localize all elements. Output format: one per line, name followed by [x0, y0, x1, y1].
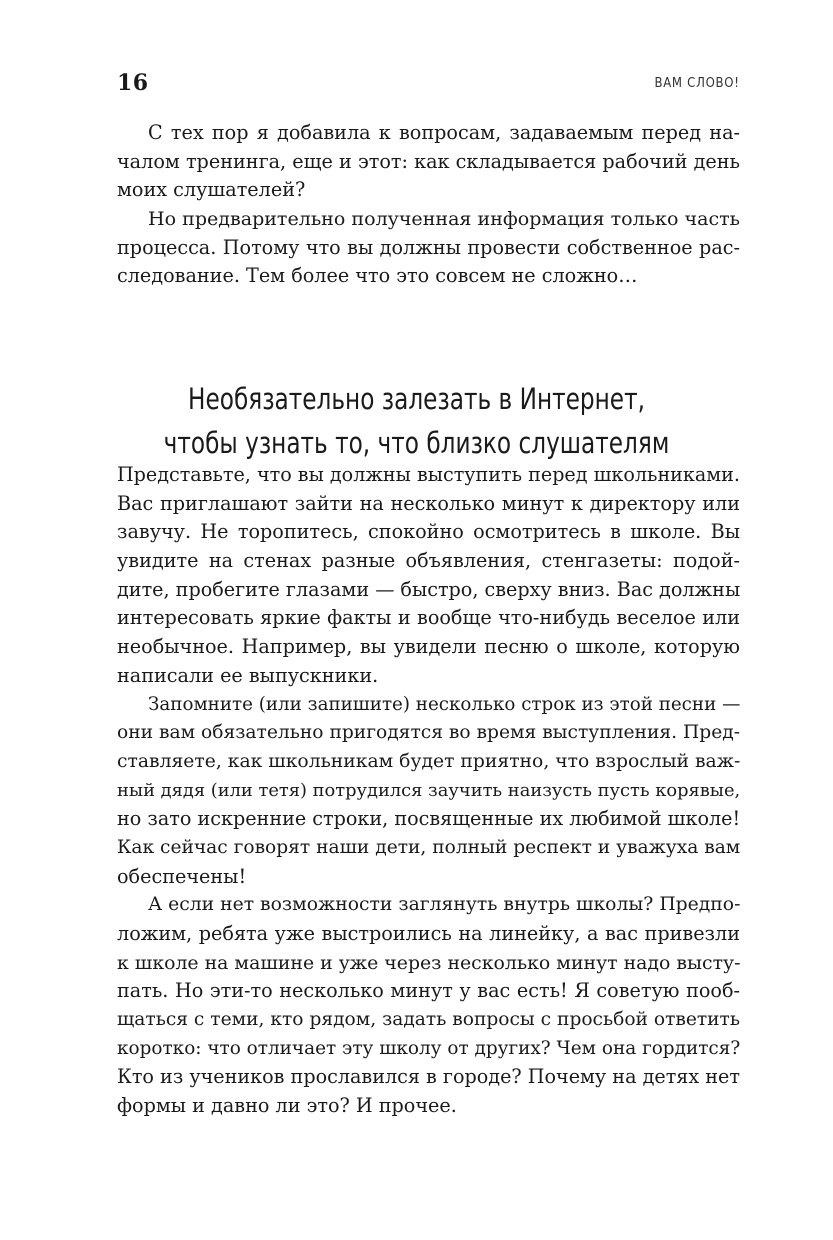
text-line: необычное. Например, вы увидели песню о школе, которую	[117, 635, 740, 659]
text-line: Но предварительно полученная информация только часть	[148, 208, 740, 231]
text-line: увидите на стенах разные объявления, стенгазеты: подой-	[117, 549, 740, 573]
text-line: обеспечены!	[117, 864, 247, 888]
text-line: щаться с теми, кто рядом, задать вопросы с просьбой ответить	[117, 1009, 740, 1031]
text-line: Запомните (или запишите) несколько строк из этой песни —	[148, 693, 741, 715]
text-line: пать. Но эти-то несколько минут у вас есть! Я советую пооб-	[117, 979, 740, 1003]
text-line: Представьте, что вы должны выступить перед школьниками.	[117, 463, 740, 486]
text-line: написали ее выпускники.	[117, 663, 379, 687]
text-line: ный дядя (или тетя) потрудился заучить наизусть пусть корявые,	[117, 779, 741, 801]
text-line: процесса. Потому что вы должны провести собственное рас-	[117, 235, 740, 259]
text-line: следование. Тем более что это совсем не сложно…	[117, 264, 638, 288]
text-line: Как сейчас говорят наши дети, полный респект и уважуха вам	[117, 836, 741, 858]
running-head: ВАМ СЛОВО!	[654, 76, 740, 91]
text-line: но зато искренние строки, посвященные их любимой школе!	[117, 807, 741, 831]
text-line: коротко: что отличает эту школу от других? Чем она гордится?	[117, 1037, 741, 1059]
section-heading-line: Необязательно залезать в Интернет,	[188, 382, 645, 417]
page-number: 16	[117, 70, 149, 96]
section-heading-line: чтобы узнать то, что близко слушателям	[163, 426, 670, 461]
text-line: Кто из учеников прославился в городе? Почему на детях нет	[117, 1065, 740, 1089]
text-line: чалом тренинга, еще и этот: как складывается рабочий день	[117, 149, 740, 173]
text-line: А если нет возможности заглянуть внутрь школы? Предпо-	[148, 894, 741, 916]
section-heading	[80, 377, 753, 465]
text-line: к школе на машине и уже через несколько минут надо высту-	[117, 951, 741, 974]
text-line: ложим, ребята уже выстроились на линейку, а вас привезли	[117, 922, 740, 945]
text-line: ставляете, как школьникам будет приятно, что взрослый важ-	[117, 750, 741, 772]
intro-paragraphs	[117, 119, 740, 291]
text-line: формы и давно ли это? И прочее.	[117, 1094, 457, 1118]
text-line: моих слушателей?	[117, 178, 306, 202]
text-line: дите, пробегите глазами — быстро, сверху вниз. Вас должны	[117, 577, 741, 601]
page-header	[117, 70, 740, 100]
text-line: они вам обязательно пригодятся во время выступления. Пред-	[117, 722, 740, 744]
text-line: С тех пор я добавила к вопросам, задаваемым перед на-	[148, 121, 740, 144]
text-line: завучу. Не торопитесь, спокойно осмотритесь в школе. Вы	[117, 520, 740, 544]
main-paragraphs	[117, 461, 740, 1121]
text-line: Вас приглашают зайти на несколько минут к директору или	[117, 491, 740, 515]
text-line: интересовать яркие факты и вообще что-нибудь веселое или	[117, 606, 740, 630]
